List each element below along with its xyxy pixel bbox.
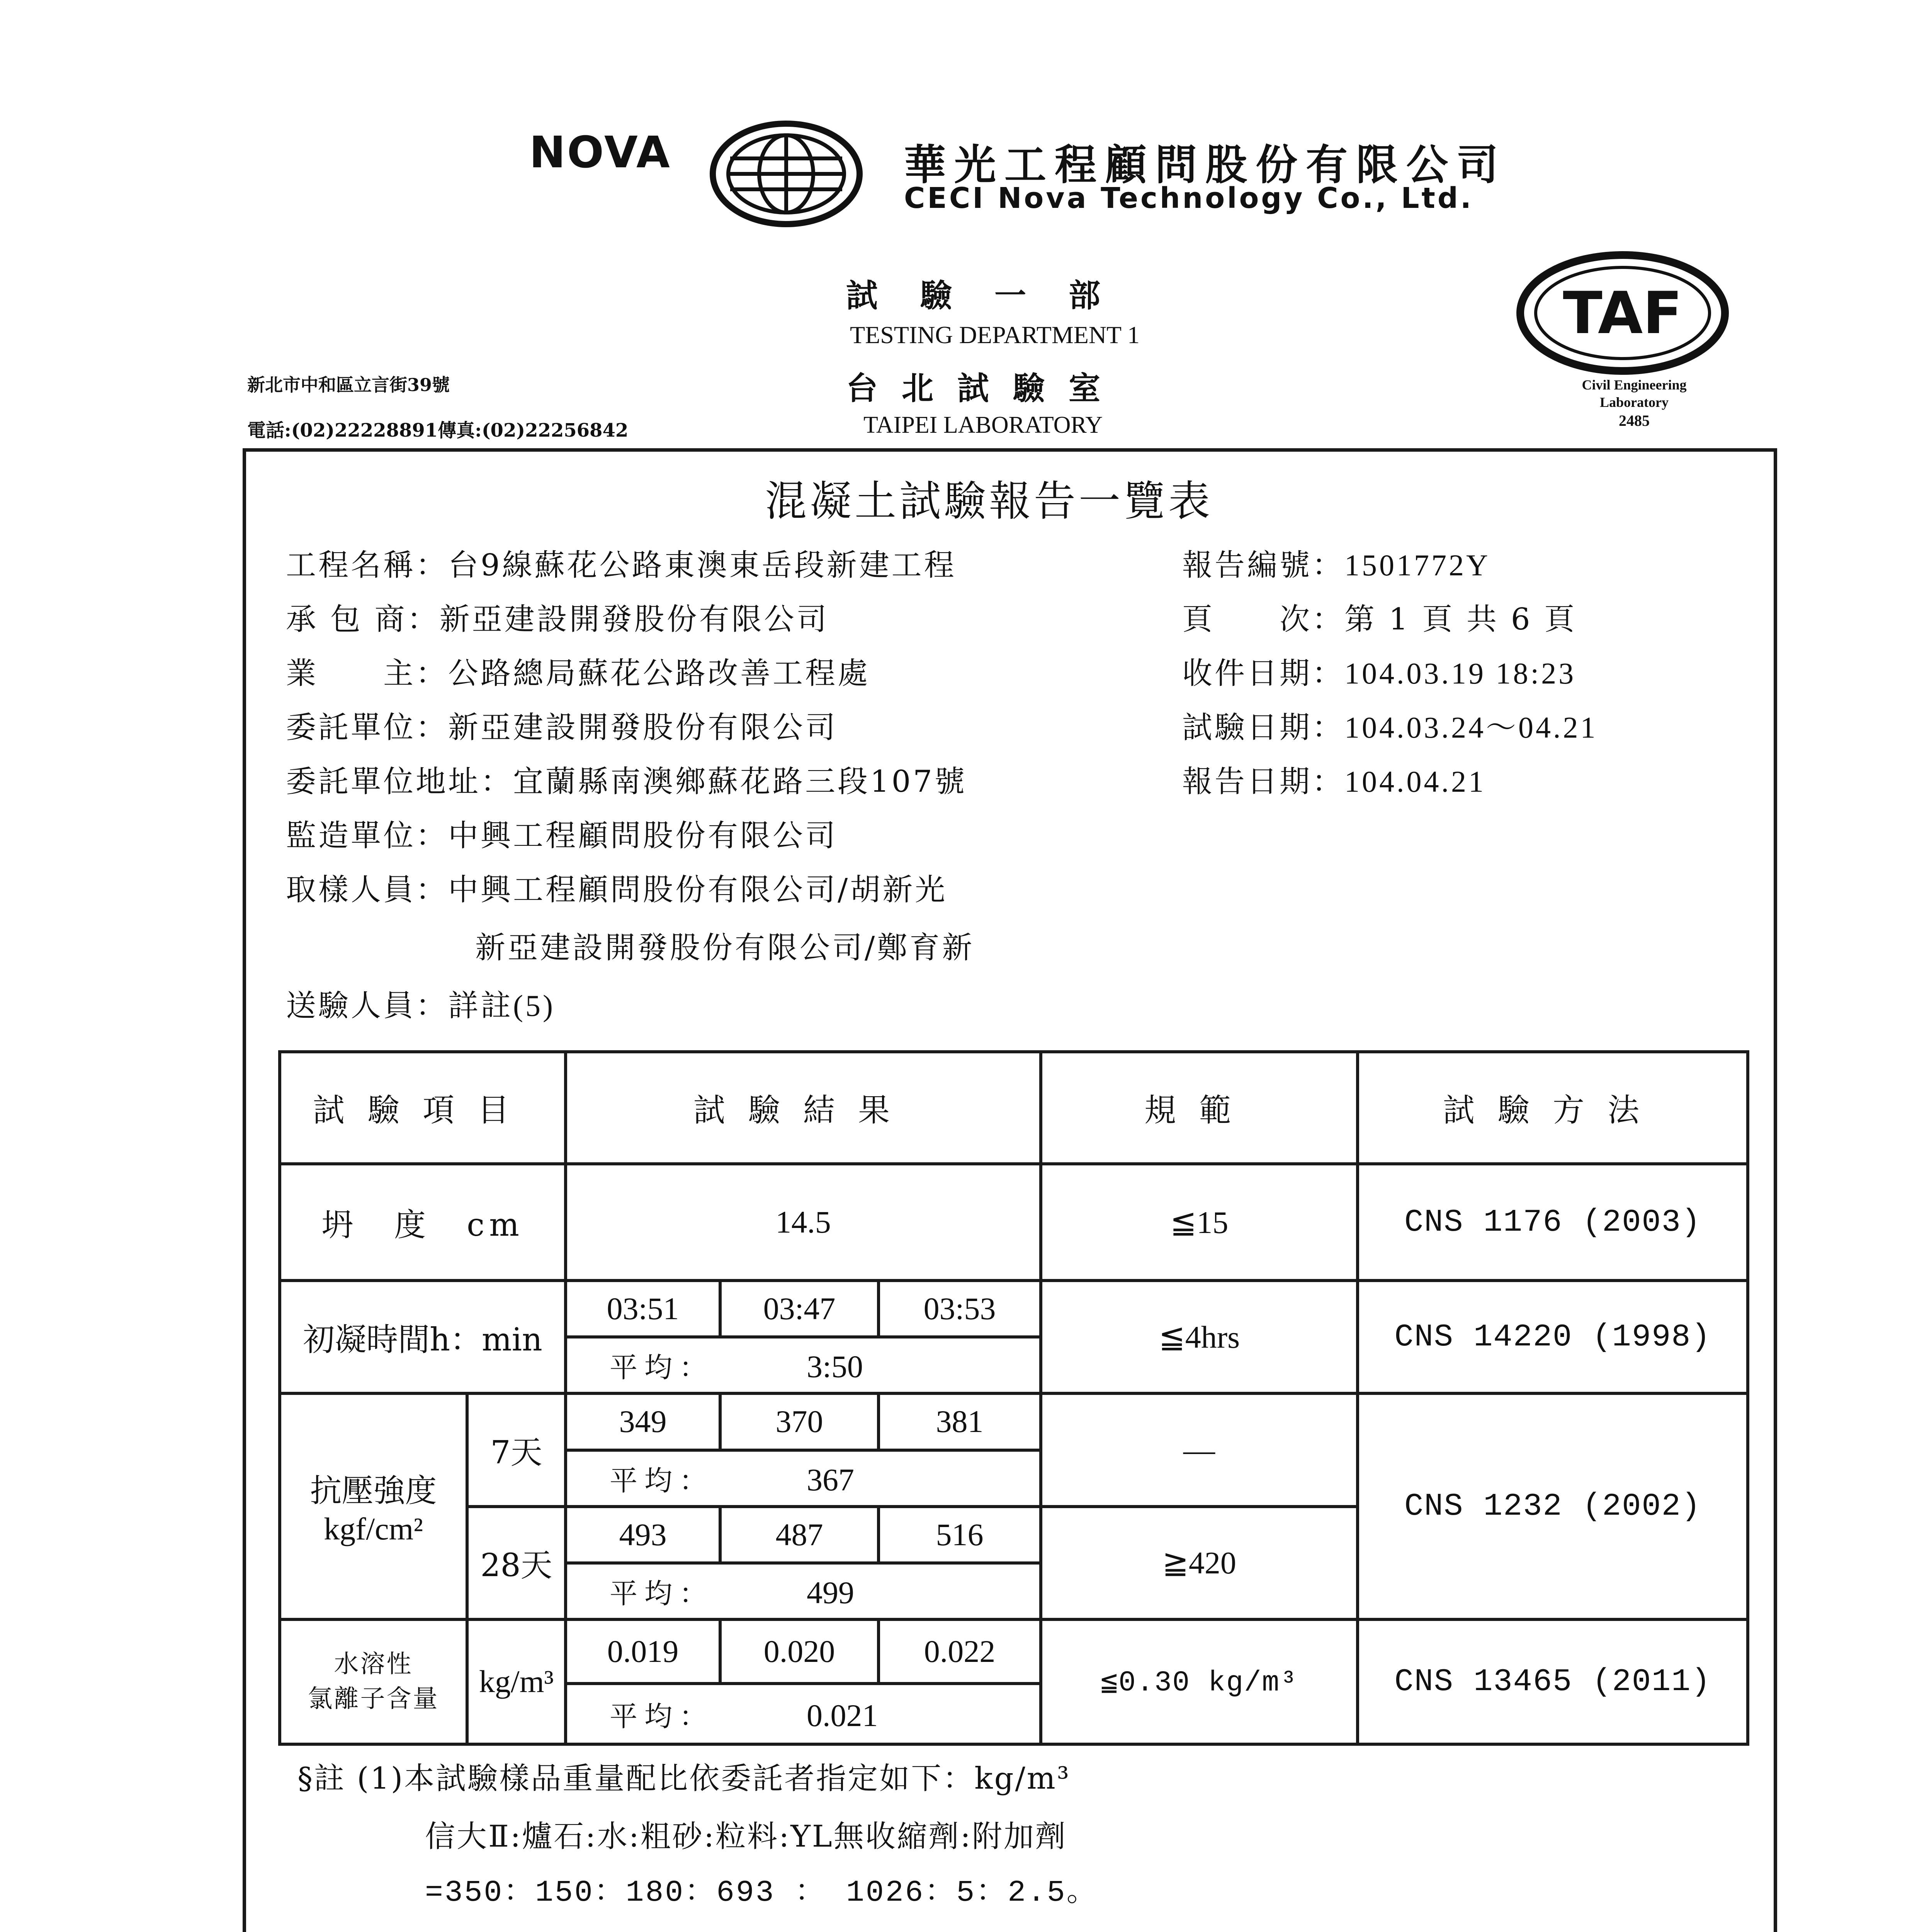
table-header-row <box>280 1052 1748 1164</box>
company-phone-fax: 電話:(02)22228891傳真:(02)22256842 <box>247 420 629 441</box>
info-label: 報告編號： <box>1182 548 1345 583</box>
setting-label: 初凝時間h：min <box>280 1281 566 1393</box>
average-label: 平均： <box>610 1700 714 1733</box>
taf-logo-text: TAF <box>1563 280 1682 347</box>
info-label: 收件日期： <box>1182 656 1345 691</box>
taf-accreditation-logo-icon <box>1514 247 1731 386</box>
setting-spec: ≦4hrs <box>1041 1281 1358 1393</box>
slump-label: 坍 度 cm <box>280 1164 566 1281</box>
compressive-28d-label: 28天 <box>467 1507 566 1619</box>
chloride-label-line1: 水溶性 <box>334 1650 413 1679</box>
info-row-submitter <box>286 981 555 1025</box>
note-1-text: (1)本試驗樣品重量配比依委託者指定如下：kg/m³ <box>357 1761 1071 1796</box>
compressive-7d-value-3: 381 <box>879 1393 1041 1450</box>
compressive-28d-value-1: 493 <box>566 1507 720 1563</box>
report-title: 混凝土試驗報告一覽表 <box>765 477 1213 526</box>
compressive-28d-spec: ≧420 <box>1041 1507 1358 1619</box>
info-row-contractor <box>286 595 829 638</box>
note-2 <box>371 1928 1147 1932</box>
slump-method: CNS 1176 (2003) <box>1358 1164 1748 1281</box>
setting-value-3: 03:53 <box>879 1281 1041 1337</box>
setting-average <box>566 1337 1041 1393</box>
info-label: 業 主： <box>286 656 449 691</box>
info-label: 送驗人員： <box>286 988 449 1023</box>
company-name-english: CECI Nova Technology Co., Ltd. <box>904 182 1473 215</box>
average-label: 平均： <box>610 1464 714 1497</box>
info-row-owner <box>286 649 870 692</box>
compressive-method: CNS 1232 (2002) <box>1358 1393 1748 1619</box>
compressive-7d-value-2: 370 <box>720 1393 879 1450</box>
compressive-unit: kgf/cm² <box>324 1511 423 1547</box>
setting-value-1: 03:51 <box>566 1281 720 1337</box>
chloride-label-line2: 氯離子含量 <box>308 1685 439 1714</box>
note-1c: =350：150：180：693 ： 1026：5：2.5。 <box>425 1876 1098 1910</box>
chloride-label <box>280 1619 467 1744</box>
nova-wordmark: NOVA <box>529 128 671 178</box>
header-method: 試驗方法 <box>1358 1052 1748 1164</box>
average-label: 平均： <box>610 1351 714 1384</box>
compressive-28d-value-2: 487 <box>720 1507 879 1563</box>
compressive-7d-value-1: 349 <box>566 1393 720 1450</box>
taf-caption-line1: Civil Engineering <box>1582 377 1687 393</box>
note-1b: 信大Ⅱ:爐石:水:粗砂:粒料:YL無收縮劑:附加劑 <box>425 1819 1067 1854</box>
compressive-28d-average-value: 499 <box>807 1575 855 1610</box>
info-row-client-address <box>286 757 967 801</box>
compressive-label <box>280 1393 467 1619</box>
department-name-chinese: 試驗一部 <box>846 277 1143 314</box>
department-name-english: TESTING DEPARTMENT 1 <box>850 321 1140 349</box>
info-row-sampler <box>286 866 947 909</box>
notes-prefix: §註 <box>297 1761 346 1796</box>
info-value: 新亞建設開發股份有限公司 <box>448 710 838 745</box>
info-label: 工程名稱： <box>286 548 449 583</box>
info-value: 宜蘭縣南澳鄉蘇花路三段107號 <box>513 764 967 799</box>
info-value: 新亞建設開發股份有限公司/鄭育新 <box>475 930 975 965</box>
laboratory-name-chinese: 台北試驗室 <box>846 370 1125 407</box>
info-label: 承 包 商： <box>286 602 440 637</box>
compressive-7d-average <box>566 1450 1041 1507</box>
info-label: 委託單位： <box>286 710 449 745</box>
info-row-report-date <box>1182 757 1486 801</box>
info-value: 中興工程顧問股份有限公司/胡新光 <box>448 872 948 907</box>
setting-average-value: 3:50 <box>807 1349 863 1384</box>
chloride-value-1: 0.019 <box>566 1619 720 1684</box>
chloride-method: CNS 13465 (2011) <box>1358 1619 1748 1744</box>
info-value: 104.03.19 18:23 <box>1344 656 1576 690</box>
compressive-28d-average <box>566 1563 1041 1619</box>
info-row-project <box>286 541 957 584</box>
setting-value-2: 03:47 <box>720 1281 879 1337</box>
compressive-28d-value-3: 516 <box>879 1507 1041 1563</box>
compressive-7d-label: 7天 <box>467 1393 566 1506</box>
note-1a <box>297 1754 1071 1798</box>
info-value: 1501772Y <box>1344 548 1490 582</box>
info-value: 公路總局蘇花公路改善工程處 <box>448 656 870 691</box>
company-address: 新北市中和區立言街39號 <box>247 374 450 395</box>
header-spec: 規範 <box>1041 1052 1358 1164</box>
info-value: 中興工程顧問股份有限公司 <box>448 818 838 853</box>
info-label: 監造單位： <box>286 818 449 853</box>
info-value: 台9線蘇花公路東澳東岳段新建工程 <box>448 548 957 583</box>
info-label: 委託單位地址： <box>286 764 513 799</box>
info-row-test-date <box>1182 703 1598 747</box>
info-label: 頁 次： <box>1182 602 1345 637</box>
setting-method: CNS 14220 (1998) <box>1358 1281 1748 1393</box>
taf-caption-line2: Laboratory <box>1600 395 1669 410</box>
info-row-client <box>286 703 838 747</box>
table-row-setting <box>280 1281 1748 1337</box>
chloride-average-value: 0.021 <box>807 1697 878 1733</box>
header-test-result: 試驗結果 <box>566 1052 1041 1164</box>
chloride-average <box>566 1684 1041 1744</box>
info-value: 104.04.21 <box>1344 765 1486 798</box>
table-row-chloride <box>280 1619 1748 1684</box>
info-value: 104.03.24～04.21 <box>1344 711 1598 744</box>
chloride-spec: ≦0.30 kg/m³ <box>1041 1619 1358 1744</box>
slump-spec: ≦15 <box>1041 1164 1358 1281</box>
table-row-compressive-7d <box>280 1393 1748 1450</box>
ceci-globe-logo-icon <box>707 116 865 232</box>
average-label: 平均： <box>610 1577 714 1610</box>
results-table <box>278 1050 1749 1746</box>
info-value: 詳註(5) <box>448 989 555 1022</box>
laboratory-name-english: TAIPEI LABORATORY <box>863 412 1103 438</box>
info-label: 報告日期： <box>1182 764 1345 799</box>
company-name-chinese: 華光工程顧問股份有限公司 <box>904 141 1507 189</box>
info-row-received-date <box>1182 649 1576 692</box>
chloride-value-3: 0.022 <box>879 1619 1041 1684</box>
info-row-report-number <box>1182 541 1490 584</box>
header-test-item: 試驗項目 <box>280 1052 566 1164</box>
slump-result: 14.5 <box>566 1164 1041 1281</box>
info-label: 取樣人員： <box>286 872 449 907</box>
info-row-supervisor <box>286 811 838 855</box>
chloride-unit: kg/m³ <box>467 1619 566 1744</box>
compressive-7d-average-value: 367 <box>807 1462 855 1497</box>
compressive-label-text: 抗壓強度 <box>310 1473 437 1510</box>
table-row-slump <box>280 1164 1748 1281</box>
info-row-sampler-2 <box>475 923 974 967</box>
taf-accreditation-number: 2485 <box>1619 412 1650 429</box>
info-label: 試驗日期： <box>1182 710 1345 745</box>
info-row-page <box>1182 595 1577 638</box>
info-value: 新亞建設開發股份有限公司 <box>439 602 829 637</box>
compressive-7d-spec: — <box>1041 1393 1358 1506</box>
chloride-value-2: 0.020 <box>720 1619 879 1684</box>
info-value: 第 1 頁 共 6 頁 <box>1344 602 1577 637</box>
